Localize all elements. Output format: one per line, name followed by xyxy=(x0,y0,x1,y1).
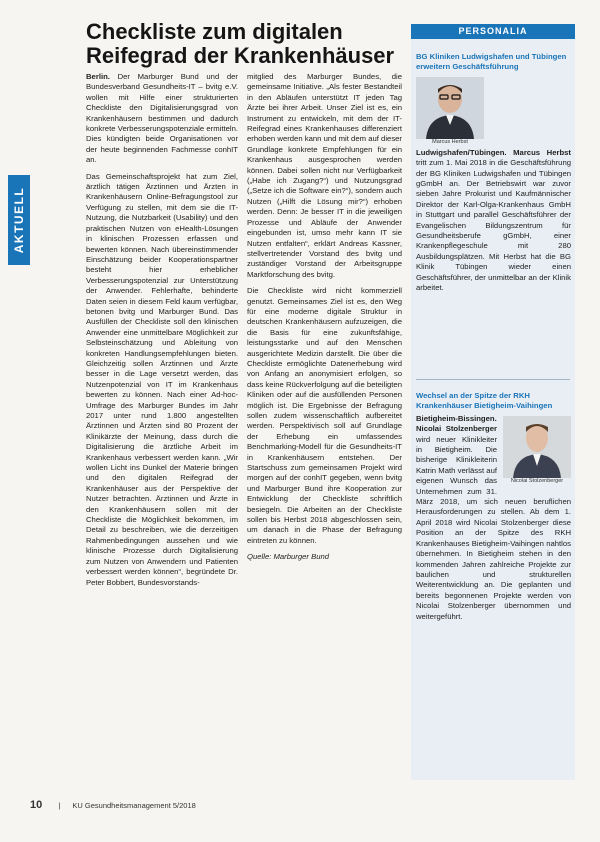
sidebar-divider xyxy=(416,379,570,380)
portrait-photo xyxy=(503,416,571,485)
article-paragraph-text: Der Marburger Bund und der Bundesverband Gesundheits-IT – bvitg e.V. wollen mit Hilfe einer strukturierten Checkliste den Digitalisierungsgrad von Krankenhäusern bestimmen und dadurch konkrete Verbesserungspotenziale ermitteln. Dies kündigten beide Organisationen vor der heute beginnenden Fachmesse conhIT an. xyxy=(86,72,238,165)
item-dateline: Ludwigshafen/Tübingen. xyxy=(416,147,507,157)
personalia-item xyxy=(416,52,571,294)
page-footer xyxy=(30,799,570,811)
article-source: Quelle: Marburger Bund xyxy=(247,552,330,562)
portrait-herbst-image xyxy=(416,77,484,139)
article-column-1 xyxy=(86,72,238,594)
portrait-photo xyxy=(416,77,484,146)
publication-name: KU Gesundheitsmanagement 5/2018 xyxy=(72,801,196,810)
article-column-2 xyxy=(247,72,402,569)
footer-separator: | xyxy=(58,801,61,810)
item-person-name: Nicolai Stolzenberger xyxy=(416,424,497,434)
photo-caption: Marcus Herbst xyxy=(432,138,468,145)
article-paragraph: Das Gemeinschaftsprojekt hat zum Ziel, ärztlich tätigen Ärztinnen und Ärzten in Krankenhäusern Online-Befragungstool zur Verfügung zu stellen, mit dem sie die IT-Nutzung, die Nutzbarkeit (Usability) und den praktischen Nutzen von eHealth-Lösungen in klinischen Prozessen erfassen und bewerten können. Nach übereinstimmender Einschätzung beider Kooperationspartner besteht hier erheblicher Verbesserungspotenzial zur Unterstützung der Anwender. Fehlerhafte, behinderte Daten seien in diesem Feld kaum verfügbar, betonen bvitg und Marburger Bund. Das Ausfüllen der Checkliste soll den klinischen Anwender eine unmittelbare Möglichkeit zur Selbsteinschätzung und Ableitung von konkreten Handlungsempfehlungen bieten. Gleichzeitig sollen Ärztinnen und Ärzte besser in die Lage versetzt werden, das Nutzenpotenzial von IT im Krankenhaus bewerten zu können. Nach einer Ad-hoc-Umfrage des Marburger Bundes im Jahr 2017 unter rund 1.800 angestellten Ärztinnen und Ärzten sind 80 Prozent der Klinikärzte der Meinung, dass durch die Digitalisierung die ärztliche Arbeit im Krankenhaus verbessert werden kann. „Wir wollen Licht ins Dunkel der Materie bringen und den digitalen Reifegrad der Krankenhäuser aus der Perspektive der Nutzer betrachten. Ärztinnen und Ärzte in den Krankenhäusern sollen mit der Checkliste die Möglichkeit bekommen, im Detail zu beschreiben, wie die derzeitigen Rahmenbedingungen aussehen und wie klinische Prozesse durch Digitalisierung zum Nutzen von Anwendern und Patienten verbessert werden können“, begründete Dr. Peter Bobbert, Bundesvorstands- xyxy=(86,171,238,587)
article-lead: Berlin. xyxy=(86,72,110,81)
article-paragraph xyxy=(86,72,238,166)
item-text: tritt zum 1. Mai 2018 in die Geschäftsführung der BG Kliniken Ludwigshafen und Tübingen gGmbH an. Der Betriebswirt war zuvor sieben Jahre Prokurist und Kaufmännischer Direktor der Karl-Olga-Krankenhaus GmbH in Stuttgart und parallel Geschäftsführer der Evangelischen Bildungszentrum für Gesundheitsberufe gGmbH, einer Krankenpflegeschule mit 280 Ausbildungsplätzen. Mit Herbst hat die BG Klinik Tübingen wieder einen Geschäftsführer, der unmittelbar an der Klinik arbeitet. xyxy=(416,158,571,293)
section-tab xyxy=(8,175,30,265)
photo-caption: Nicolai Stolzenberger xyxy=(510,477,564,484)
article-paragraph: Die Checkliste wird nicht kommerziell genutzt. Gemeinsames Ziel ist es, den Weg für eine moderne digitale Struktur in deutschen Krankenhäusern aufzuzeigen, die die Basis für eine zukunftsfähige, leistungsstarke und auf den Menschen ausgerichtete Medizin darstellt. Die über die Checkliste ermöglichte Datenerhebung wird von Anfang an anonymisiert erfolgen, so dass keine Rückverfolgung auf die beteiligten Kliniken oder auf die ausfüllenden Personen möglich ist. Die Ergebnisse der Befragung sollen zudem wissenschaftlich aufbereitet werden. Perspektivisch soll auf Grundlage der Erhebung ein umfassendes Benchmarking-Modell für die Gesundheits-IT in Krankenhäusern entstehen. Der Startschuss zum gemeinsamen Projekt wird morgen auf der conhIT gegeben, wenn bvitg und Marburger Bund ihre Kooperation zur Entwicklung der Checkliste schriftlich besiegeln. Die Arbeiten an der Checkliste sollen bis Herbst 2018 abgeschlossen sein, um danach in die Phase der Befragung eintreten zu können. xyxy=(247,286,402,545)
sidebar-header: PERSONALIA xyxy=(411,24,575,39)
portrait-stolzenberger-image xyxy=(503,416,571,478)
item-dateline: Bietigheim-Bissingen. xyxy=(416,413,497,423)
item-kicker: BG Kliniken Ludwigshafen und Tübingen erweitern Geschäftsführung xyxy=(416,52,567,72)
page-number: 10 xyxy=(30,799,43,811)
item-person-name: Marcus Herbst xyxy=(513,147,571,157)
item-text: wird neuer Klinikleiter in Bietigheim. Die bisherige Klinikleiterin Katrin Math verlässt auf eigenen Wunsch das Unternehmen zum 31. März 2018, um sich neuen beruflichen Herausforderungen zu stellen. Ab dem 1. April 2018 wird Nicolai Stolzenberger diese Position an der Spitze des RKH Krankenhauses Bietigheim-Vaihingen nahtlos übernehmen. In Bietigheim stehen in den kommenden Jahren zahlreiche Projekte zur baulichen und strukturellen Weiterentwicklung an. Die geplanten und bereits begonnenen Projekte werden von Nicolai Stolzenberger übernommen und weitergeführt. xyxy=(416,434,571,621)
article-paragraph: mitglied des Marburger Bundes, die gemeinsame Initiative. „Als fester Bestandteil in den Abläufen unterstützt IT jeden Tag Ärzte bei ihrer Arbeit. Unser Ziel ist es, ein Instrument zu entwickeln, mit dem der IT-Reifegrad eines Krankenhauses differenziert erhoben werden kann und mit dem auf dieser Grundlage konkrete Empfehlungen für ein Krankenhaus ausgesprochen werden können. Dabei sollen nicht nur Verfügbarkeit („Habe ich Zugang?“) und Nutzungsgrad („Setze ich die Software ein?“), sondern auch Nutzen („Hilft die Lösung mir?“) erhoben werden. Denn: Je besser IT in die jeweiligen Prozesse und Abläufe der Anwender eingebunden ist, umso mehr kann IT sie Nutzen entfalten“, erklärt Andreas Kassner, stellvertretender Vorstand des bvitg und zuständiger Vorstand der Arbeitsgruppe Marktforschung des bvitg. xyxy=(247,72,402,279)
article-title: Checkliste zum digitalen Reifegrad der Krankenhäuser xyxy=(86,19,395,68)
personalia-sidebar xyxy=(411,24,575,780)
item-kicker: Wechsel an der Spitze der RKH Krankenhäuser Bietigheim-Vaihingen xyxy=(416,391,553,411)
personalia-item xyxy=(416,391,571,622)
section-tab-label: AKTUELL xyxy=(12,186,26,254)
